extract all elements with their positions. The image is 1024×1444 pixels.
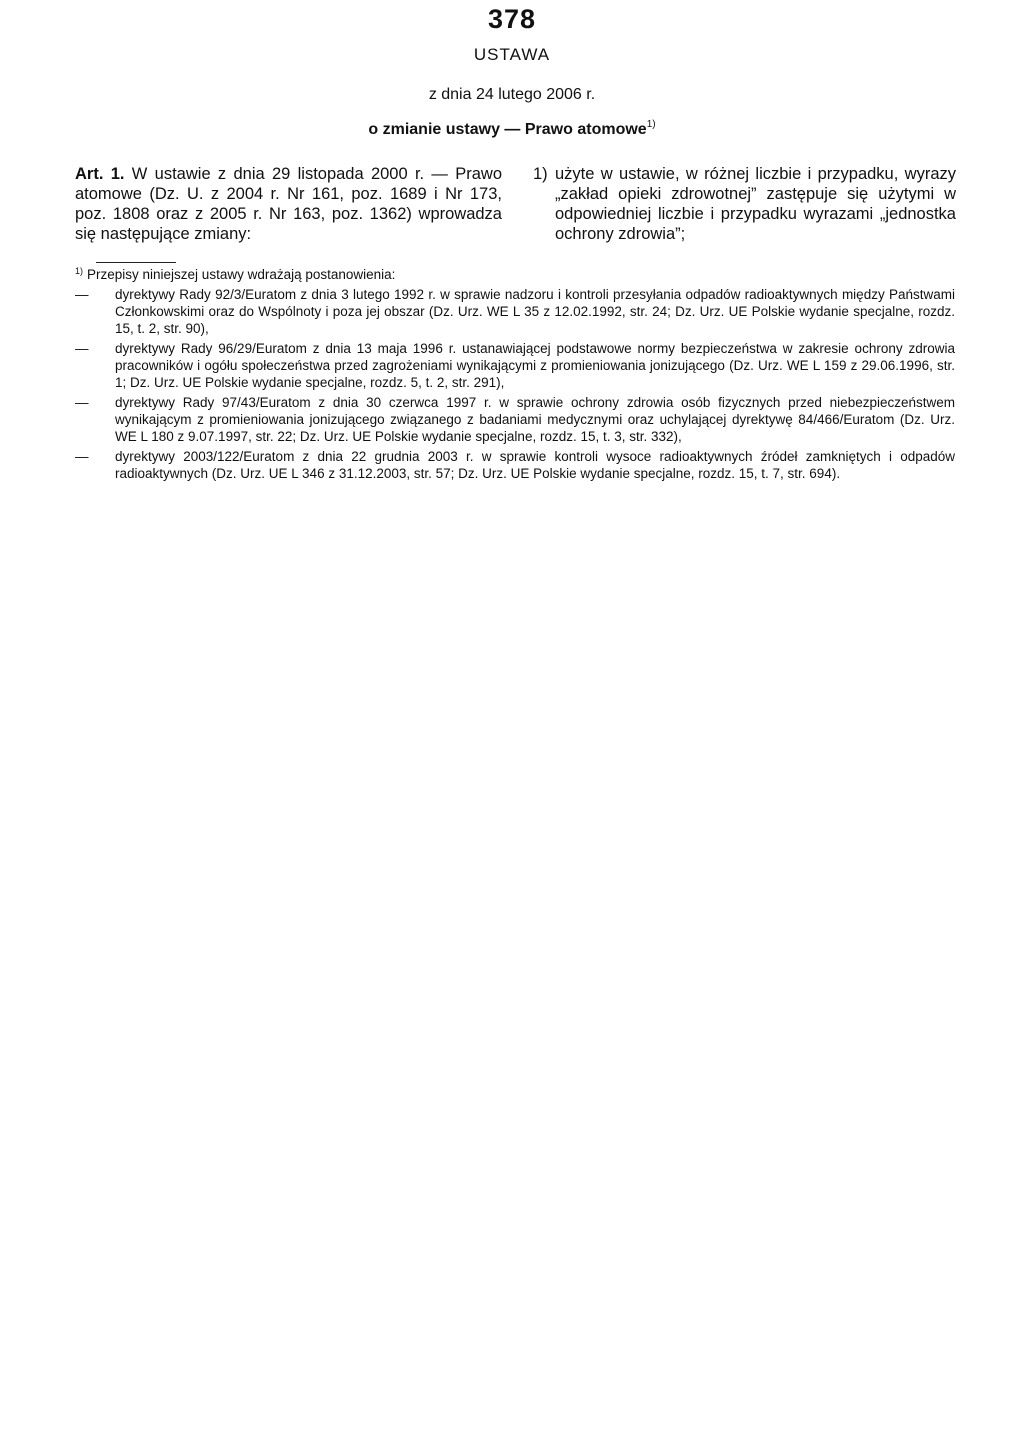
- footnote-item-text: dyrektywy 2003/122/Euratom z dnia 22 grudnia 2003 r. w sprawie kontroli wysoce radioaktywnych źródeł zamkniętych i odpadów radioaktywnych (Dz. Urz. UE L 346 z 31.12.2003, str. 57; Dz. Urz. UE Polskie wydanie specjalne, rozdz. 15, t. 7, str. 694).: [115, 449, 955, 481]
- footnote-intro: [75, 266, 955, 283]
- footnote-intro-text: Przepisy niniejszej ustawy wdrażają postanowienia:: [87, 267, 396, 282]
- document-subject: [0, 121, 1024, 139]
- footnote-dash: —: [75, 341, 89, 356]
- footnote-item: [75, 340, 955, 391]
- footnote-dash: —: [75, 287, 89, 302]
- article-text: W ustawie z dnia 29 listopada 2000 r. — Prawo atomowe (Dz. U. z 2004 r. Nr 161, poz. 1689 i Nr 173, poz. 1808 oraz z 2005 r. Nr 163, poz. 1362) wprowadza się następujące zmiany:: [75, 165, 502, 243]
- page-number: 378: [487, 4, 537, 34]
- footnotes: [75, 266, 955, 482]
- footnote-item-text: dyrektywy Rady 97/43/Euratom z dnia 30 czerwca 1997 r. w sprawie ochrony zdrowia osób fizycznych przed niebezpieczeństwem wynikającym z promieniowania jonizującego związanego z badaniami medycznymi oraz uchylającej dyrektywę 84/466/Euratom (Dz. Urz. WE L 180 z 9.07.1997, str. 22; Dz. Urz. UE Polskie wydanie specjalne, rozdz. 15, t. 3, str. 332),: [115, 395, 955, 444]
- footnote-item-text: dyrektywy Rady 96/29/Euratom z dnia 13 maja 1996 r. ustanawiającej podstawowe normy bezpieczeństwa w zakresie ochrony zdrowia pracowników i ogółu społeczeństwa przed zagrożeniami wynikającymi z promieniowania jonizującego (Dz. Urz. WE L 159 z 29.06.1996, str. 1; Dz. Urz. UE Polskie wydanie specjalne, rozdz. 5, t. 2, str. 291),: [115, 341, 955, 390]
- footnote-item: [75, 286, 955, 337]
- footnote-separator: [96, 262, 176, 263]
- article-column: [75, 164, 502, 244]
- footnote-marker: 1): [75, 266, 84, 276]
- amendment-item: [533, 164, 956, 244]
- footnote-item: [75, 448, 955, 482]
- document-type-heading: USTAWA: [473, 45, 551, 64]
- footnote-dash: —: [75, 395, 89, 410]
- document-date: z dnia 24 lutego 2006 r.: [428, 86, 596, 103]
- document-subject-text: o zmianie ustawy — Prawo atomowe: [368, 121, 647, 138]
- article-number: Art. 1.: [75, 165, 125, 183]
- footnote-item-text: dyrektywy Rady 92/3/Euratom z dnia 3 lutego 1992 r. w sprawie nadzoru i kontroli przesyłania odpadów radioaktywnych między Państwami Członkowskimi oraz do Wspólnoty i poza jej obszar (Dz. Urz. WE L 35 z 12.02.1992, str. 24; Dz. Urz. UE Polskie wydanie specjalne, rozdz. 15, t. 2, str. 90),: [115, 287, 955, 336]
- footnote-item: [75, 394, 955, 445]
- footnote-dash: —: [75, 449, 89, 464]
- subject-footnote-ref[interactable]: 1): [646, 119, 656, 130]
- amendments-column: [533, 164, 956, 244]
- amendment-marker: 1): [533, 165, 548, 183]
- amendment-text: użyte w ustawie, w różnej liczbie i przypadku, wyrazy „zakład opieki zdrowotnej” zastępuje się użytymi w odpowiedniej liczbie i przypadku wyrazami „jednostka ochrony zdrowia”;: [555, 165, 956, 243]
